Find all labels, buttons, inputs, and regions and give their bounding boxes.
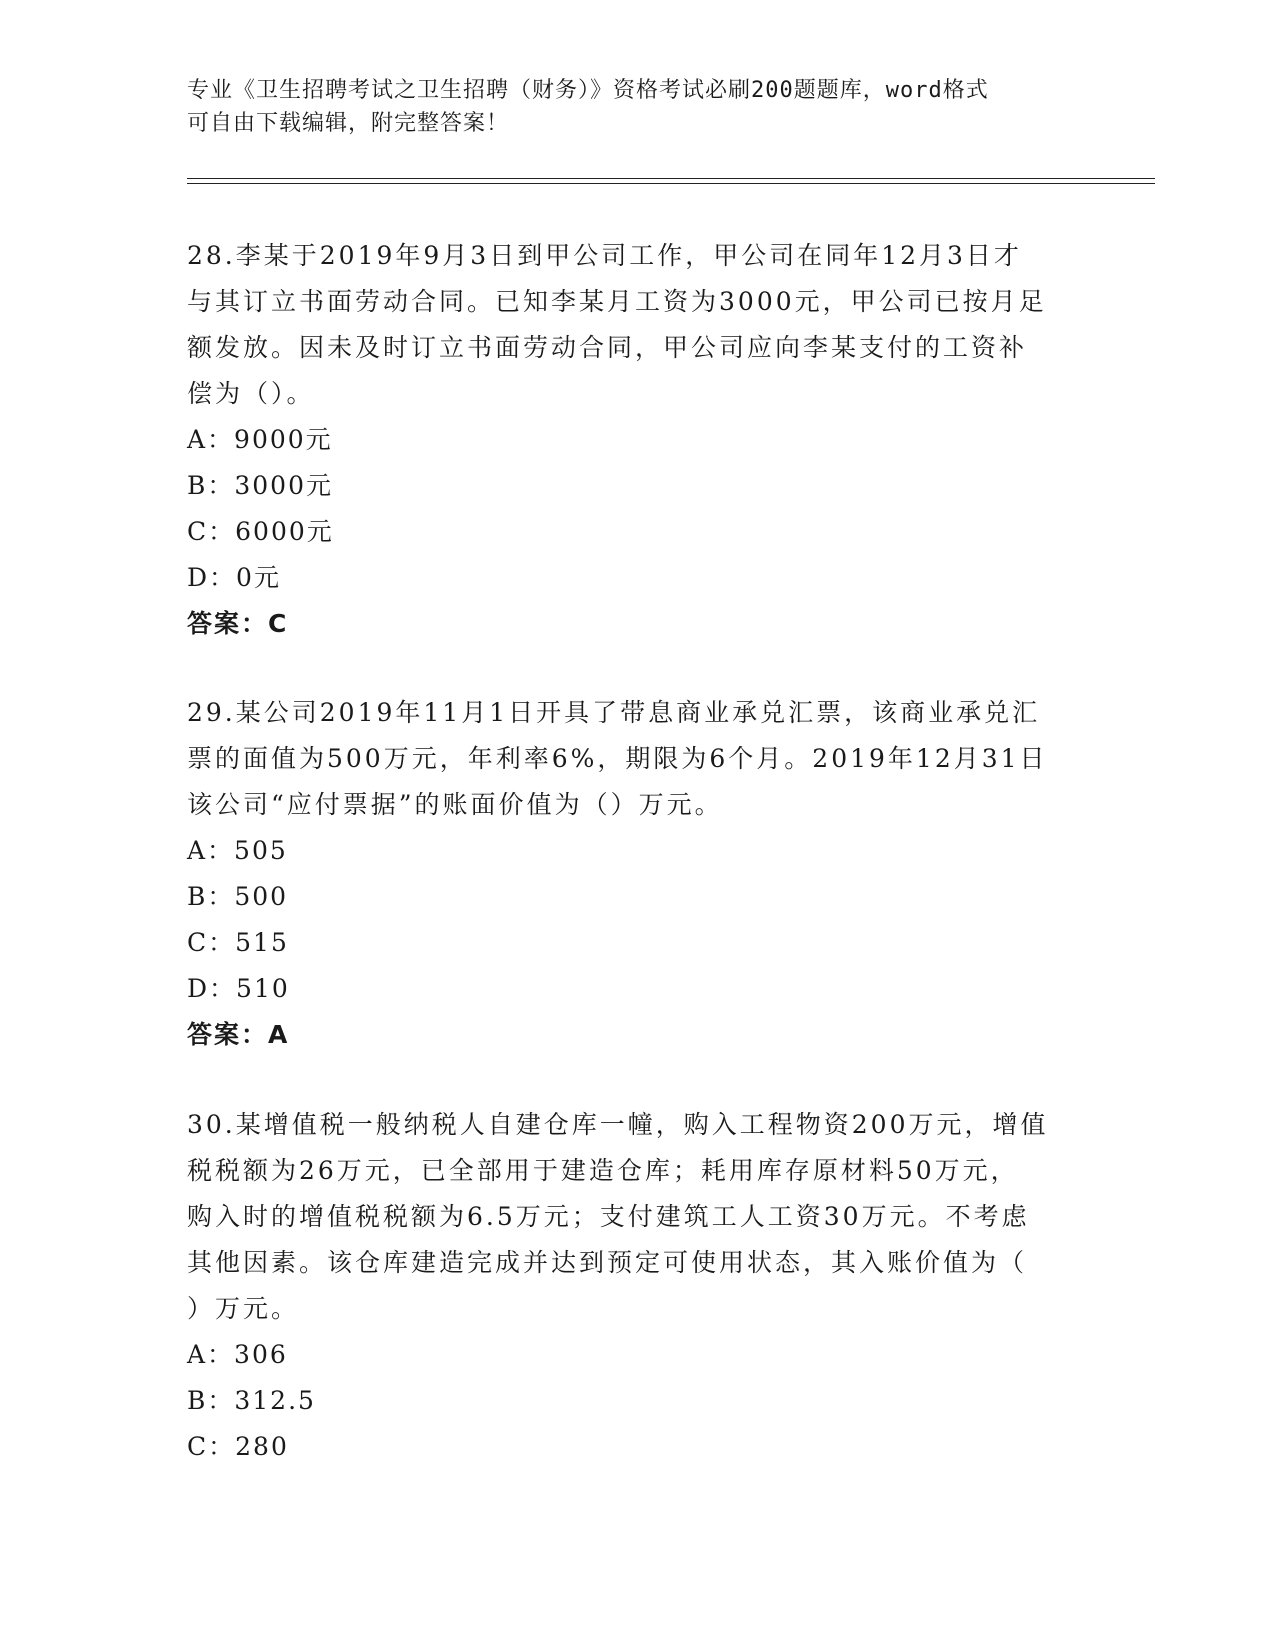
question-stem-line: 该公司“应付票据”的账面价值为（）万元。 bbox=[187, 790, 723, 819]
option-c: C：515 bbox=[187, 928, 289, 957]
question-28 bbox=[187, 233, 1087, 647]
question-stem-line: 票的面值为500万元，年利率6%，期限为6个月。2019年12月31日 bbox=[187, 744, 1048, 773]
document-header bbox=[187, 74, 1067, 140]
question-stem-line: ）万元。 bbox=[187, 1294, 300, 1323]
option-d: D：0元 bbox=[187, 563, 281, 592]
question-stem-line: 偿为（）。 bbox=[187, 379, 315, 408]
question-stem-line: 税税额为26万元，已全部用于建造仓库；耗用库存原材料50万元， bbox=[187, 1156, 1019, 1185]
option-d: D：510 bbox=[187, 974, 290, 1003]
question-30 bbox=[187, 1102, 1087, 1470]
header-line-2: 可自由下载编辑，附完整答案！ bbox=[187, 111, 510, 136]
header-line-1: 专业《卫生招聘考试之卫生招聘（财务）》资格考试必刷200题题库，word格式 bbox=[187, 78, 989, 103]
answer-line: 答案：A bbox=[187, 1020, 290, 1049]
header-divider-top bbox=[187, 178, 1155, 179]
question-stem-line: 28.李某于2019年9月3日到甲公司工作，甲公司在同年12月3日才 bbox=[187, 241, 1022, 270]
option-c: C：6000元 bbox=[187, 517, 334, 546]
question-stem-line: 购入时的增值税税额为6.5万元；支付建筑工人工资30万元。不考虑 bbox=[187, 1202, 1030, 1231]
question-stem-line: 额发放。因未及时订立书面劳动合同，甲公司应向李某支付的工资补 bbox=[187, 333, 1028, 362]
option-a: A：9000元 bbox=[187, 425, 333, 454]
question-stem-line: 其他因素。该仓库建造完成并达到预定可使用状态，其入账价值为（ bbox=[187, 1248, 1028, 1277]
option-b: B：312.5 bbox=[187, 1386, 316, 1415]
question-29 bbox=[187, 690, 1087, 1058]
header-divider-bottom bbox=[187, 183, 1155, 184]
question-stem-line: 与其订立书面劳动合同。已知李某月工资为3000元，甲公司已按月足 bbox=[187, 287, 1047, 316]
question-stem-line: 29.某公司2019年11月1日开具了带息商业承兑汇票，该商业承兑汇 bbox=[187, 698, 1041, 727]
question-stem-line: 30.某增值税一般纳税人自建仓库一幢，购入工程物资200万元，增值 bbox=[187, 1110, 1049, 1139]
option-b: B：3000元 bbox=[187, 471, 333, 500]
option-c: C：280 bbox=[187, 1432, 289, 1461]
option-b: B：500 bbox=[187, 882, 289, 911]
answer-line: 答案：C bbox=[187, 609, 289, 638]
option-a: A：505 bbox=[187, 836, 288, 865]
option-a: A：306 bbox=[187, 1340, 288, 1369]
